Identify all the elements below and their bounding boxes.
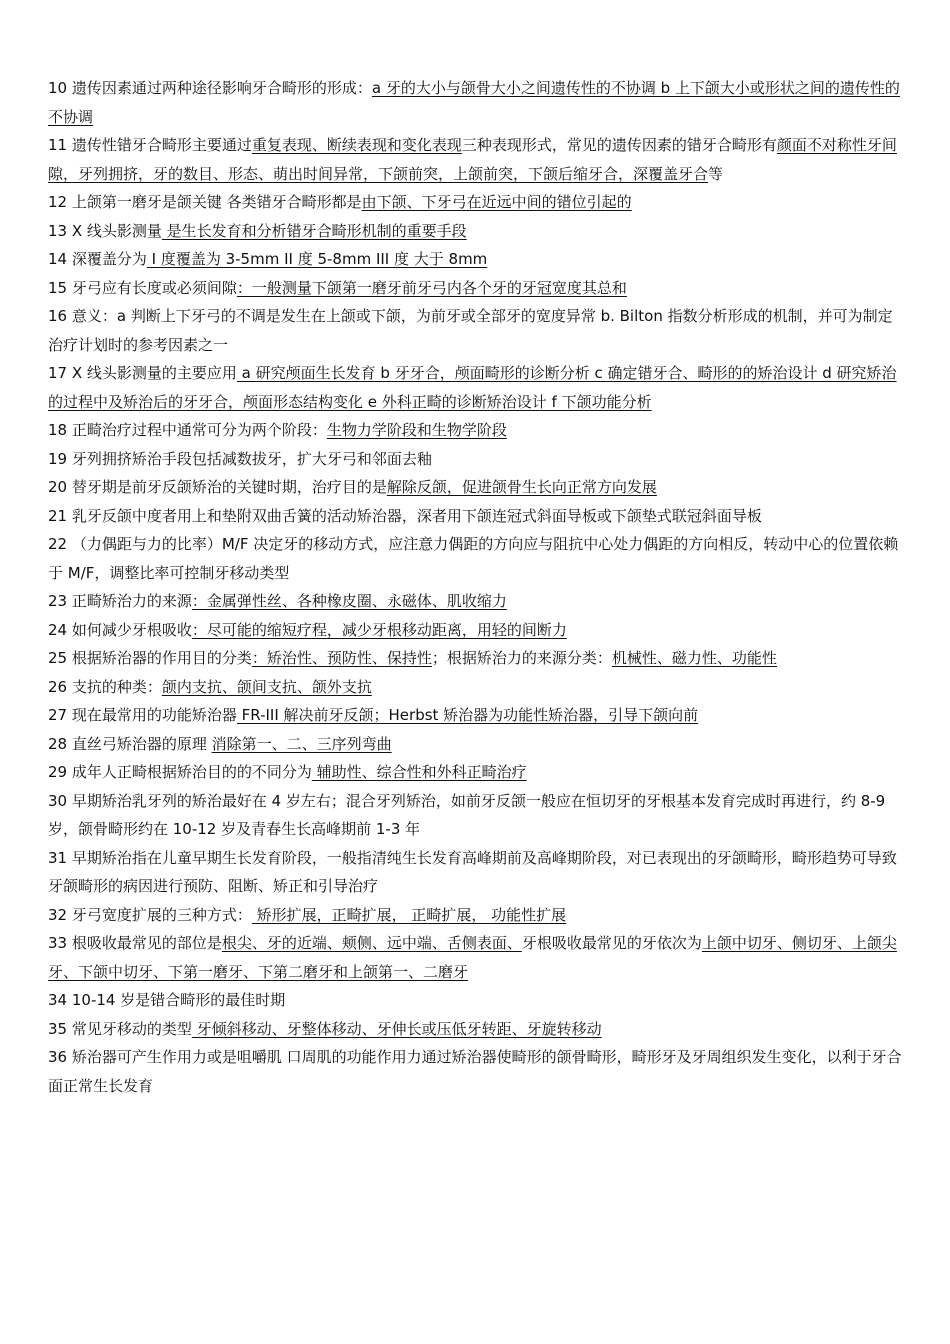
underlined-text: 解除反颌，促进颌骨生长向正常方向发展 xyxy=(386,478,657,496)
text-run: 牙根吸收最常见的牙依次为 xyxy=(521,934,702,952)
paragraph-item xyxy=(48,986,906,1015)
paragraph-item xyxy=(48,673,906,702)
paragraph-item xyxy=(48,445,906,474)
text-run: 29 成年人正畸根据矫治目的的不同分为 xyxy=(48,763,312,781)
paragraph-item xyxy=(48,701,906,730)
text-run: 24 如何减少牙根吸收 xyxy=(48,620,192,639)
text-run: 三种表现形式，常见的遗传因素的错牙合畸形有 xyxy=(461,136,777,154)
paragraph-item xyxy=(48,245,906,274)
underlined-text: FR-III 解决前牙反颌；Herbst 矫治器为功能性矫治器，引导下颌向前 xyxy=(236,706,699,724)
text-run: ；根据矫治力的来源分类： xyxy=(431,649,612,667)
underlined-text: 消除第一、二、三序列弯曲 xyxy=(211,734,392,753)
text-run: 25 根据矫治器的作用目的分类 xyxy=(48,649,252,667)
text-run: 36 矫治器可产生作用力或是咀嚼肌 口周肌的功能作用力通过矫治器使畸形的颌骨畸形，畸形牙及牙周组织发生变化，以利于牙合面正常生长发育 xyxy=(48,1048,902,1095)
underlined-text: a 牙的大小与颌骨大小之间遗传性的不协调 b 上下颌大小或形状之间的遗传性的不协调 xyxy=(48,79,900,126)
text-run: 11 遗传性错牙合畸形主要通过 xyxy=(48,136,252,154)
text-run: 15 牙弓应有长度或必须间隙 xyxy=(48,278,237,297)
paragraph-item xyxy=(48,758,906,787)
paragraph-item xyxy=(48,616,906,645)
underlined-text: 颌内支抗、颌间支抗、颌外支抗 xyxy=(161,677,372,696)
underlined-text: 上颌中切牙、侧切牙、上颌尖牙、下颌中切牙、下第一磨牙、下第二磨牙和上颌第一、二磨牙 xyxy=(48,934,897,981)
paragraph-item xyxy=(48,587,906,616)
text-run: 18 正畸治疗过程中通常可分为两个阶段： xyxy=(48,421,327,439)
text-run: 等 xyxy=(708,164,724,183)
text-run: 10 遗传因素通过两种途径影响牙合畸形的形成： xyxy=(48,79,372,97)
paragraph-item xyxy=(48,188,906,217)
text-run: 20 替牙期是前牙反颌矫治的关键时期，治疗目的是 xyxy=(48,478,387,496)
paragraph-item xyxy=(48,1043,906,1100)
paragraph-item xyxy=(48,502,906,531)
text-run: 34 10-14 岁是错合畸形的最佳时期 xyxy=(48,991,286,1009)
text-run: 17 X 线头影测量的主要应用 xyxy=(48,364,237,382)
underlined-text: 生物力学阶段和生物学阶段 xyxy=(326,421,507,439)
paragraph-item xyxy=(48,217,906,246)
text-run: 31 早期矫治指在儿童早期生长发育阶段，一般指清纯生长发育高峰期前及高峰期阶段，对已表现出的牙颌畸形，畸形趋势可导致牙颌畸形的病因进行预防、阻断、矫正和引导治疗 xyxy=(48,848,897,895)
paragraph-item xyxy=(48,844,906,901)
underlined-text: 根尖、牙的近端、颊侧、远中端、舌侧表面、 xyxy=(221,934,522,952)
text-run: 28 直丝弓矫治器的原理 xyxy=(48,734,212,753)
paragraph-item xyxy=(48,901,906,930)
text-run: 33 根吸收最常见的部位是 xyxy=(48,934,222,952)
text-run: 14 深覆盖分为 xyxy=(48,250,147,268)
text-run: 12 上颌第一磨牙是颌关键 各类错牙合畸形都是 xyxy=(48,193,362,211)
paragraph-item xyxy=(48,530,906,587)
text-run: 35 常见牙移动的类型 xyxy=(48,1019,192,1038)
text-run: 21 乳牙反颌中度者用上和垫附双曲舌簧的活动矫治器，深者用下颌连冠式斜面导板或下颌垫式联冠斜面导板 xyxy=(48,506,762,525)
underlined-text: ：尽可能的缩短疗程，减少牙根移动距离，用轻的间断力 xyxy=(191,620,567,639)
paragraph-item xyxy=(48,787,906,844)
text-run: 26 支抗的种类： xyxy=(48,677,162,696)
text-run: 27 现在最常用的功能矫治器 xyxy=(48,706,237,724)
text-run: 30 早期矫治乳牙列的矫治最好在 4 岁左右；混合牙列矫治，如前牙反颌一般应在恒切牙的牙根基本发育完成时再进行，约 8-9 岁，颌骨畸形约在 10-12 岁及青春生长高峰期前 1-3 年 xyxy=(48,791,886,838)
underlined-text: 是生长发育和分析错牙合畸形机制的重要手段 xyxy=(161,221,467,240)
paragraph-item xyxy=(48,74,906,131)
underlined-text: 牙倾斜移动、牙整体移动、牙伸长或压低牙转距、牙旋转移动 xyxy=(191,1019,602,1038)
text-run: 23 正畸矫治力的来源 xyxy=(48,592,192,610)
paragraph-item xyxy=(48,473,906,502)
underlined-text: ：矫治性、预防性、保持性 xyxy=(251,649,432,667)
underlined-text: ：一般测量下颌第一磨牙前牙弓内各个牙的牙冠宽度其总和 xyxy=(236,278,627,297)
underlined-text: 辅助性、综合性和外科正畸治疗 xyxy=(311,763,527,781)
underlined-text: a 研究颅面生长发育 b 牙牙合，颅面畸形的诊断分析 c 确定错牙合、畸形的的矫治设计 d 研究矫治的过程中及矫治后的牙牙合，颅面形态结构变化 e 外科正畸的诊断矫治设计 f 下颌功能分析 xyxy=(48,364,897,411)
text-run: 16 意义：a 判断上下牙弓的不调是发生在上颌或下颌，为前牙或全部牙的宽度异常 b. Bilton 指数分析形成的机制，并可为制定治疗计划时的参考因素之一 xyxy=(48,307,893,354)
underlined-text: 由下颌、下牙弓在近远中间的错位引起的 xyxy=(361,193,632,211)
underlined-text: 机械性、磁力性、功能性 xyxy=(611,649,777,667)
text-run: 32 牙弓宽度扩展的三种方式： xyxy=(48,905,252,924)
paragraph-item xyxy=(48,929,906,986)
underlined-text: ：金属弹性丝、各种橡皮圈、永磁体、肌收缩力 xyxy=(191,592,507,610)
text-run: 13 X 线头影测量 xyxy=(48,221,162,240)
text-run: 19 牙列拥挤矫治手段包括减数拔牙，扩大牙弓和邻面去釉 xyxy=(48,449,432,468)
paragraph-item xyxy=(48,274,906,303)
paragraph-item xyxy=(48,730,906,759)
paragraph-item xyxy=(48,644,906,673)
underlined-text: 重复表现、断续表现和变化表现 xyxy=(251,136,462,154)
paragraph-item xyxy=(48,1015,906,1044)
underlined-text: I 度覆盖为 3-5mm II 度 5-8mm III 度 大于 8mm xyxy=(146,250,488,268)
paragraph-item xyxy=(48,359,906,416)
paragraph-item xyxy=(48,131,906,188)
paragraph-item xyxy=(48,302,906,359)
underlined-text: 颜面不对称性牙间隙，牙列拥挤，牙的数目、形态、萌出时间异常，下颌前突，上颌前突，下颌后缩牙合，深覆盖牙合 xyxy=(48,136,897,183)
text-run: 22 （力偶距与力的比率）M/F 决定牙的移动方式，应注意力偶距的方向应与阻抗中心处力偶距的方向相反，转动中心的位置依赖于 M/F，调整比率可控制牙移动类型 xyxy=(48,535,899,582)
underlined-text: 矫形扩展，正畸扩展， 正畸扩展， 功能性扩展 xyxy=(251,905,567,924)
paragraph-item xyxy=(48,416,906,445)
